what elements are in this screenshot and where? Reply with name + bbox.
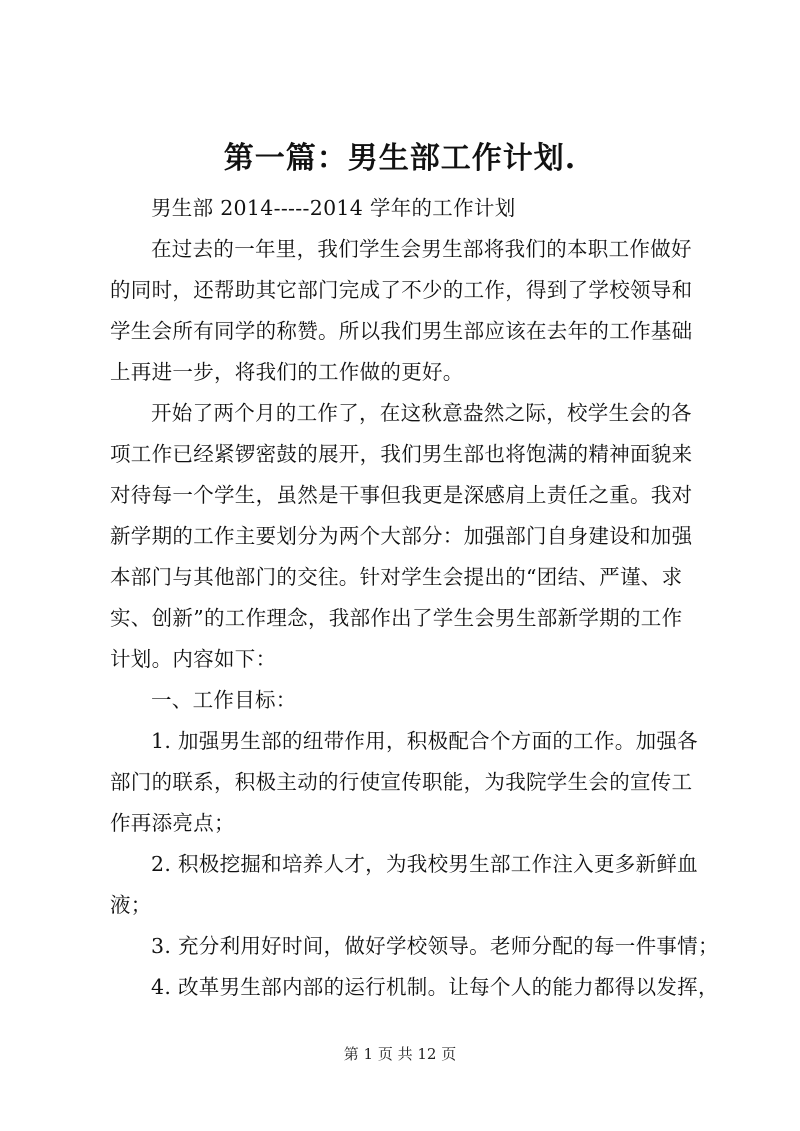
goal-line: 作再添亮点； bbox=[110, 811, 235, 835]
paragraph-line: 在过去的一年里，我们学生会男生部将我们的本职工作做好 bbox=[151, 237, 692, 261]
paragraph-line: 学生会所有同学的称赞。所以我们男生部应该在去年的工作基础 bbox=[110, 319, 693, 343]
paragraph-line: 本部门与其他部门的交往。针对学生会提出的“团结、严谨、求 bbox=[110, 565, 683, 589]
goal-item-3 bbox=[110, 926, 720, 967]
goal-line: 部门的联系，积极主动的行使宣传职能，为我院学生会的宣传工 bbox=[110, 770, 693, 794]
paragraph-plan bbox=[110, 393, 720, 680]
goal-item-1 bbox=[110, 721, 720, 844]
paragraph-line: 开始了两个月的工作了，在这秋意盎然之际，校学生会的各 bbox=[151, 401, 692, 425]
section-heading-goals bbox=[110, 680, 720, 721]
paragraph-line: 计划。内容如下： bbox=[110, 647, 277, 671]
goal-item-4 bbox=[110, 967, 720, 1008]
goal-line: 2. 积极挖掘和培养人才，为我校男生部工作注入更多新鲜血 bbox=[151, 852, 698, 876]
document-subtitle bbox=[110, 188, 720, 229]
paragraph-line: 项工作已经紧锣密鼓的展开，我们男生部也将饱满的精神面貌来 bbox=[110, 442, 693, 466]
document-body bbox=[110, 188, 720, 1008]
goal-line: 3. 充分利用好时间，做好学校领导。老师分配的每一件事情； bbox=[151, 934, 719, 958]
paragraph-line: 对待每一个学生，虽然是干事但我更是深感肩上责任之重。我对 bbox=[110, 483, 693, 507]
document-title: 第一篇：男生部工作计划. bbox=[223, 141, 577, 176]
paragraph-line: 新学期的工作主要划分为两个大部分：加强部门自身建设和加强 bbox=[110, 524, 693, 548]
goal-line: 1. 加强男生部的纽带作用，积极配合个方面的工作。加强各 bbox=[151, 729, 698, 753]
paragraph-line: 的同时，还帮助其它部门完成了不少的工作，得到了学校领导和 bbox=[110, 278, 693, 302]
section-heading-line: 一、工作目标： bbox=[151, 688, 297, 712]
goal-line: 液； bbox=[110, 893, 152, 917]
subtitle-line: 男生部 2014-----2014 学年的工作计划 bbox=[151, 196, 516, 220]
goal-line: 4. 改革男生部内部的运行机制。让每个人的能力都得以发挥， bbox=[151, 975, 719, 999]
page-footer: 第 1 页 共 12 页 bbox=[343, 1045, 457, 1063]
paragraph-line: 上再进一步，将我们的工作做的更好。 bbox=[110, 360, 464, 384]
paragraph-intro bbox=[110, 229, 720, 393]
paragraph-line: 实、创新”的工作理念，我部作出了学生会男生部新学期的工作 bbox=[110, 606, 683, 630]
goal-item-2 bbox=[110, 844, 720, 926]
